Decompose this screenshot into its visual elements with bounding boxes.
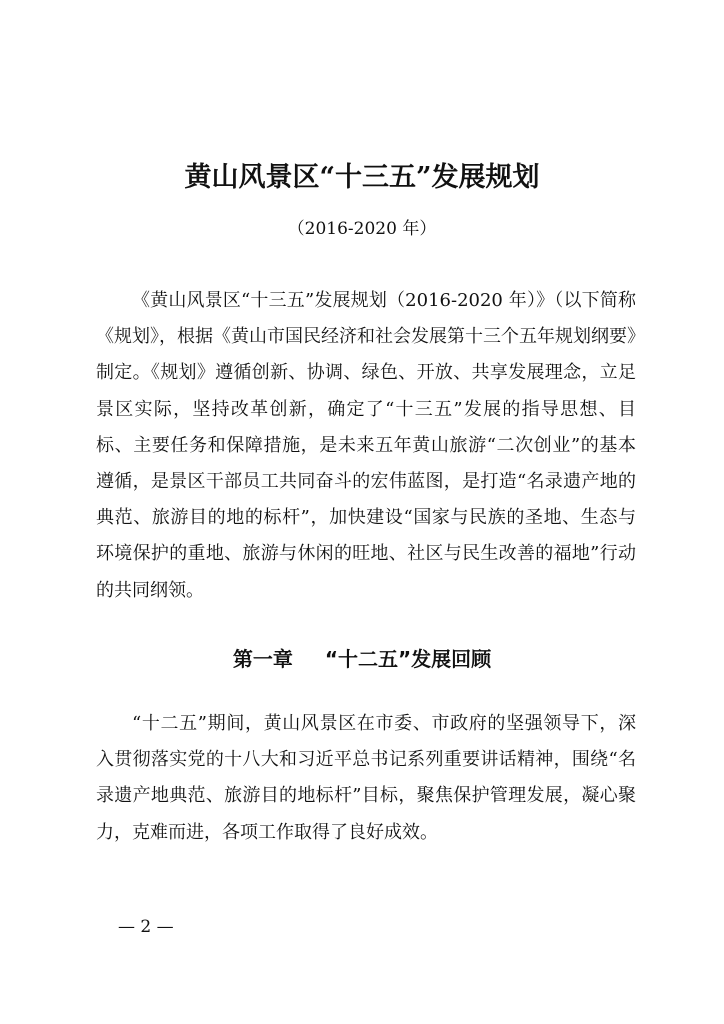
chapter-title: “十二五”发展回顾 (324, 647, 492, 671)
document-title: 黄山风景区“十三五”发展规划 (184, 162, 540, 193)
page-number: — 2 — (118, 917, 174, 937)
intro-paragraph: 《黄山风景区“十三五”发展规划（2016-2020 年）》（以下简称《规划》，根据《黄山市国民经济和社会发展第十三个五年规划纲要》制定。《规划》遵循创新、协调、绿色、开放、共享发展理念，立足景区实际，坚持改革创新，确定了“十三五”发展的指导思想、目标、主要任务和保障措施，是未来五年黄山旅游“二次创业”的基本遵循，是景区干部员工共同奋斗的宏伟蓝图，是打造“名录遗产地的典范、旅游目的地的标杆”，加快建设“国家与民族的圣地、生态与环境保护的重地、旅游与休闲的旺地、社区与民生改善的福地”行动的共同纲领。 (96, 290, 636, 601)
chapter-heading (0, 644, 724, 674)
chapter-paragraph: “十二五”期间，黄山风景区在市委、市政府的坚强领导下，深入贯彻落实党的十八大和习近平总书记系列重要讲话精神，围绕“名录遗产地典范、旅游目的地标杆”目标，聚焦保护管理发展，凝心聚力，克难而进，各项工作取得了良好成效。 (96, 713, 636, 843)
chapter-number: 第一章 (232, 647, 293, 671)
document-subtitle: （2016-2020 年） (287, 219, 437, 239)
